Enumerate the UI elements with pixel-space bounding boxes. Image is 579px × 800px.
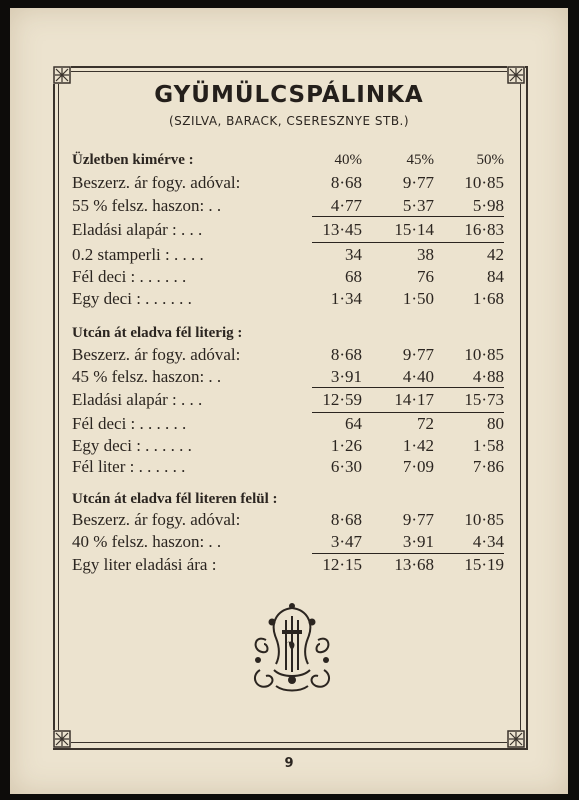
row-label: Eladási alapár : . . . (72, 220, 203, 239)
row-value: 1·34 (330, 289, 362, 308)
row-value: 80 (487, 414, 504, 433)
lyre-ornament-icon (246, 600, 338, 696)
row-label: Egy deci : . . . . . . (72, 289, 192, 308)
row-label: Beszerz. ár fogy. adóval: (72, 345, 241, 364)
table-row (72, 531, 502, 553)
row-label: 40 % felsz. haszon: . . (72, 532, 222, 551)
row-value: 5·98 (472, 196, 504, 215)
row-value: 6·30 (330, 457, 362, 476)
row-value: 42 (487, 245, 504, 264)
column-header: 45% (406, 152, 434, 168)
section-title: Utcán át eladva fél literen felül : (72, 491, 278, 507)
row-label: 45 % felsz. haszon: . . (72, 367, 222, 386)
row-value: 1·50 (402, 289, 434, 308)
table-row (72, 266, 502, 288)
row-value: 1·42 (402, 436, 434, 455)
table-row (72, 288, 502, 310)
column-header: 40% (334, 152, 362, 168)
table-row (72, 219, 502, 241)
row-label: Fél deci : . . . . . . (72, 414, 187, 433)
section-header (72, 488, 502, 510)
row-value: 3·47 (330, 532, 362, 551)
row-value: 12·15 (322, 555, 362, 574)
row-value: 3·91 (402, 532, 434, 551)
row-label: Beszerz. ár fogy. adóval: (72, 173, 241, 192)
table-row (72, 244, 502, 266)
row-value: 68 (345, 267, 362, 286)
row-label: Fél liter : . . . . . . (72, 457, 186, 476)
table-row (72, 456, 502, 478)
page-subtitle: (SZILVA, BARACK, CSERESZNYE STB.) (168, 114, 410, 128)
row-value: 14·17 (394, 390, 434, 409)
page-title: GYÜMÜLCSPÁLINKA (154, 82, 424, 108)
row-value: 15·14 (394, 220, 434, 239)
row-value: 1·26 (330, 436, 362, 455)
row-value: 9·77 (402, 173, 434, 192)
row-value: 9·77 (402, 345, 434, 364)
row-value: 9·77 (402, 510, 434, 529)
row-value: 8·68 (330, 345, 362, 364)
section-title: Üzletben kimérve : (72, 152, 194, 168)
row-value: 3·91 (330, 367, 362, 386)
table-row (72, 554, 502, 576)
row-value: 64 (345, 414, 362, 433)
row-value: 4·88 (472, 367, 504, 386)
row-value: 15·73 (464, 390, 504, 409)
row-value: 38 (417, 245, 434, 264)
table-row (72, 344, 502, 366)
row-value: 12·59 (322, 390, 362, 409)
row-value: 5·37 (402, 196, 434, 215)
row-label: Beszerz. ár fogy. adóval: (72, 510, 241, 529)
row-value: 4·77 (330, 196, 362, 215)
row-value: 15·19 (464, 555, 504, 574)
book-page (10, 8, 568, 794)
column-header: 50% (476, 152, 504, 168)
page-number: 9 (284, 756, 294, 771)
row-value: 13·68 (394, 555, 434, 574)
sum-rule (312, 216, 504, 217)
row-value: 34 (345, 245, 362, 264)
row-label: Egy liter eladási ára : (72, 555, 217, 574)
row-value: 10·85 (464, 345, 504, 364)
row-label: Eladási alapár : . . . (72, 390, 203, 409)
row-value: 76 (417, 267, 434, 286)
table-row (72, 366, 502, 388)
section-header (72, 149, 502, 171)
row-label: 0.2 stamperli : . . . . (72, 245, 204, 264)
row-value: 72 (417, 414, 434, 433)
row-label: Fél deci : . . . . . . (72, 267, 187, 286)
table-row (72, 435, 502, 457)
row-value: 7·09 (402, 457, 434, 476)
row-value: 4·40 (402, 367, 434, 386)
table-row (72, 195, 502, 217)
row-label: 55 % felsz. haszon: . . (72, 196, 222, 215)
row-value: 10·85 (464, 173, 504, 192)
table-row (72, 413, 502, 435)
row-value: 84 (487, 267, 504, 286)
row-value: 4·34 (472, 532, 504, 551)
row-value: 1·58 (472, 436, 504, 455)
row-label: Egy deci : . . . . . . (72, 436, 192, 455)
row-value: 16·83 (464, 220, 504, 239)
row-value: 8·68 (330, 173, 362, 192)
row-value: 13·45 (322, 220, 362, 239)
table-row (72, 509, 502, 531)
sum-rule (312, 242, 504, 243)
row-value: 10·85 (464, 510, 504, 529)
row-value: 7·86 (472, 457, 504, 476)
table-row (72, 172, 502, 194)
sum-rule (312, 387, 504, 388)
row-value: 8·68 (330, 510, 362, 529)
section-title: Utcán át eladva fél literig : (72, 325, 243, 341)
section-header (72, 322, 502, 344)
row-value: 1·68 (472, 289, 504, 308)
table-row (72, 389, 502, 411)
corner-ornament-icon (53, 730, 71, 748)
corner-ornament-icon (507, 730, 525, 748)
